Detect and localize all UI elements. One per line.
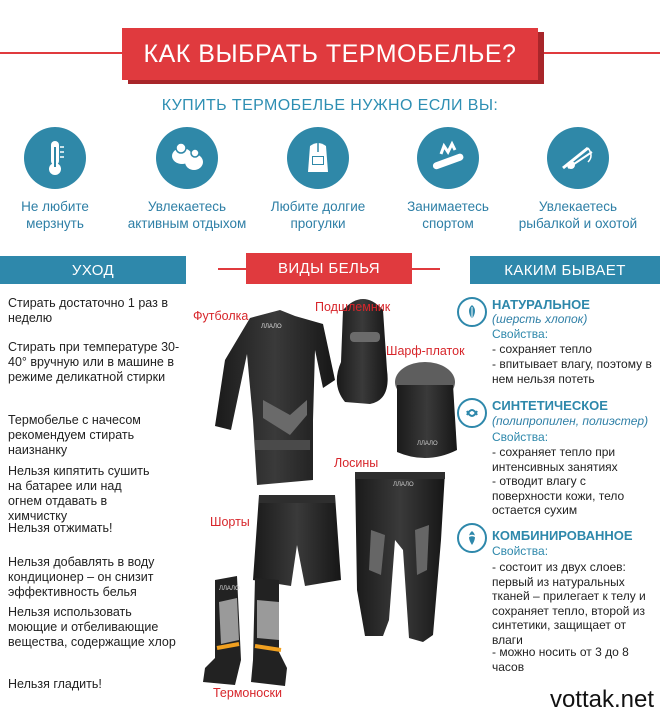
care-item: Термобелье с начесом рекомендуем стирать наизнанку [8,413,141,457]
active-rest-icon [156,127,218,189]
fishing-icon [547,127,609,189]
care-item: Нельзя использовать моющие и отбеливающие вещества, содержащие хлор [8,605,176,649]
thermal-shirt [215,310,335,485]
kinds-header: КАКИМ БЫВАЕТ [470,256,660,284]
kind-title: КОМБИНИРОВАННОЕ [492,528,633,543]
banner-line-left [0,52,122,54]
kind-subtitle: (шерсть хлопок) [492,312,588,326]
reason-caption: Не любите мерзнуть [21,199,89,231]
reason-caption: Занимаетесь спортом [407,199,489,231]
banner-line-right [544,52,660,54]
label-scarf: Шарф-платок [386,344,465,358]
label-socks: Термоноски [213,686,282,700]
socks-brand: ЛЛАЛО [219,586,240,592]
types-header-line-left [218,268,246,270]
kind-prop: - сохраняет тепло [492,342,592,356]
kind-prop: - состоит из двух слоев: первый из натуральных тканей – прилегает к телу и сохраняет тепло, второй из синтетики, защищает от влаги [492,560,646,647]
label-leggings: Лосины [334,456,379,470]
kind-title: СИНТЕТИЧЕСКОЕ [492,398,608,413]
care-item: Нельзя отжимать! [8,521,113,535]
care-item: Стирать при температуре 30-40° вручную или в машине в режиме деликатной стирки [8,340,180,384]
synthetic-icon [457,398,487,428]
leggings [355,472,445,642]
kind-prop: - можно носить от 3 до 8 часов [492,645,629,674]
care-item: Нельзя гладить! [8,677,102,691]
care-item: Нельзя кипятить сушить на батарее или над огнем отдавать в химчистку [8,464,150,523]
kind-subtitle: (полипропилен, полиэстер) [492,414,649,428]
leggings-brand: ЛЛАЛО [393,482,414,488]
watermark: vottak.net [549,686,654,713]
scarf [395,362,457,458]
care-header: УХОД [0,256,186,284]
shorts [253,495,341,586]
thermometer-icon [24,127,86,189]
leaf-icon [457,297,487,327]
kind-prop: - отводит влагу с поверхности кожи, тело остается сухим [492,474,625,517]
kind-props-label: Свойства: [492,430,549,444]
kind-title: НАТУРАЛЬНОЕ [492,297,590,312]
reason-caption: Увлекаетесь рыбалкой и охотой [518,199,638,231]
backpack-icon [287,127,349,189]
reasons-subtitle: КУПИТЬ ТЕРМОБЕЛЬЕ НУЖНО ЕСЛИ ВЫ: [161,97,499,114]
thermal-socks [203,576,287,686]
snowboard-icon [417,127,479,189]
kind-prop: - впитывает влагу, поэтому в нем нельзя потеть [492,357,652,386]
types-header: ВИДЫ БЕЛЬЯ [246,253,412,284]
care-item: Стирать достаточно 1 раз в неделю [8,296,168,325]
page-title: КАК ВЫБРАТЬ ТЕРМОБЕЛЬЕ? [122,28,538,80]
scarf-brand: ЛЛАЛО [417,441,438,447]
balaclava [337,299,388,404]
types-header-line-right [412,268,440,270]
reason-caption: Увлекаетесь активным отдыхом [127,199,247,231]
label-balaclava: Подшлемник [315,300,391,314]
combined-icon [457,523,487,553]
kind-prop: - сохраняет тепло при интенсивных занятиях [492,445,618,474]
kind-props-label: Свойства: [492,327,549,341]
care-item: Нельзя добавлять в воду кондиционер – он снизит эффективность белья [8,555,155,599]
kind-props-label: Свойства: [492,544,549,558]
label-shirt: Футболка [193,309,249,323]
shirt-brand: ЛЛАЛО [261,324,282,330]
label-shorts: Шорты [210,515,250,529]
reason-caption: Любите долгие прогулки [270,199,366,231]
